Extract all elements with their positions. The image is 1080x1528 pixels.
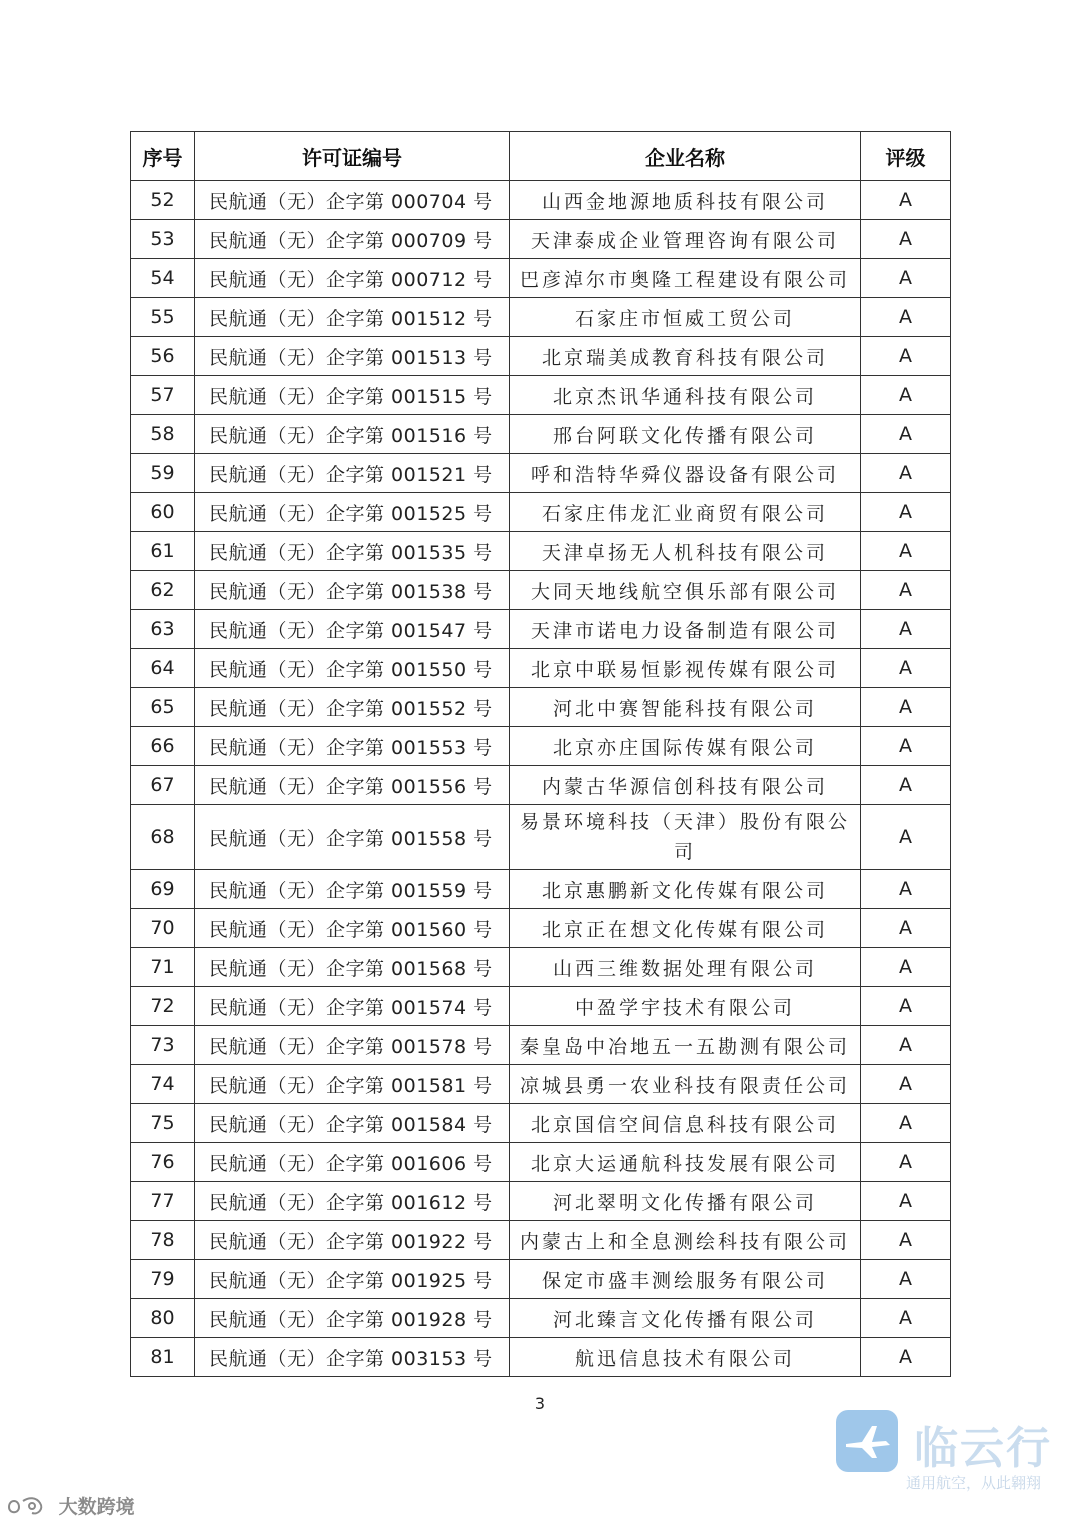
cell-index: 62 xyxy=(131,571,195,610)
cell-license-number: 民航通（无）企字第 001925 号 xyxy=(195,1260,510,1299)
cell-rating: A xyxy=(861,727,951,766)
cell-company-name: 山西三维数据处理有限公司 xyxy=(510,948,861,987)
cell-rating: A xyxy=(861,1182,951,1221)
cell-rating: A xyxy=(861,610,951,649)
logo-badge xyxy=(836,1410,898,1472)
cell-index: 61 xyxy=(131,532,195,571)
cell-license-number: 民航通（无）企字第 001515 号 xyxy=(195,376,510,415)
cell-company-name: 北京国信空间信息科技有限公司 xyxy=(510,1104,861,1143)
cell-rating: A xyxy=(861,1299,951,1338)
table-row xyxy=(131,415,951,454)
table-row xyxy=(131,220,951,259)
cell-rating: A xyxy=(861,987,951,1026)
cell-index: 75 xyxy=(131,1104,195,1143)
cell-rating: A xyxy=(861,415,951,454)
table-row xyxy=(131,727,951,766)
cell-index: 58 xyxy=(131,415,195,454)
cell-license-number: 民航通（无）企字第 001550 号 xyxy=(195,649,510,688)
table-row xyxy=(131,987,951,1026)
cell-index: 81 xyxy=(131,1338,195,1377)
cell-license-number: 民航通（无）企字第 001535 号 xyxy=(195,532,510,571)
cell-company-name: 北京大运通航科技发展有限公司 xyxy=(510,1143,861,1182)
cell-company-name: 河北翠明文化传播有限公司 xyxy=(510,1182,861,1221)
cell-index: 53 xyxy=(131,220,195,259)
cell-license-number: 民航通（无）企字第 001922 号 xyxy=(195,1221,510,1260)
table-row xyxy=(131,337,951,376)
table-row xyxy=(131,1104,951,1143)
cell-rating: A xyxy=(861,805,951,870)
cell-company-name: 北京亦庄国际传媒有限公司 xyxy=(510,727,861,766)
table-row xyxy=(131,1026,951,1065)
header-index: 序号 xyxy=(131,132,195,181)
cell-license-number: 民航通（无）企字第 001513 号 xyxy=(195,337,510,376)
table-row xyxy=(131,870,951,909)
cell-license-number: 民航通（无）企字第 001568 号 xyxy=(195,948,510,987)
watermark-text: 大数跨境 xyxy=(58,1496,135,1518)
table-row xyxy=(131,909,951,948)
cell-index: 78 xyxy=(131,1221,195,1260)
table-row xyxy=(131,688,951,727)
cell-index: 65 xyxy=(131,688,195,727)
cell-rating: A xyxy=(861,1104,951,1143)
cell-company-name: 石家庄市恒威工贸公司 xyxy=(510,298,861,337)
cell-company-name: 天津泰成企业管理咨询有限公司 xyxy=(510,220,861,259)
watermark xyxy=(6,1492,135,1522)
cell-index: 57 xyxy=(131,376,195,415)
cell-license-number: 民航通（无）企字第 001584 号 xyxy=(195,1104,510,1143)
cell-index: 71 xyxy=(131,948,195,987)
cell-rating: A xyxy=(861,181,951,220)
cell-rating: A xyxy=(861,948,951,987)
cell-license-number: 民航通（无）企字第 003153 号 xyxy=(195,1338,510,1377)
cell-company-name: 保定市盛丰测绘服务有限公司 xyxy=(510,1260,861,1299)
cell-license-number: 民航通（无）企字第 001556 号 xyxy=(195,766,510,805)
cell-company-name: 凉城县勇一农业科技有限责任公司 xyxy=(510,1065,861,1104)
cell-company-name: 呼和浩特华舜仪器设备有限公司 xyxy=(510,454,861,493)
cell-index: 66 xyxy=(131,727,195,766)
cell-index: 54 xyxy=(131,259,195,298)
cell-company-name: 内蒙古华源信创科技有限公司 xyxy=(510,766,861,805)
table-row xyxy=(131,1143,951,1182)
cell-rating: A xyxy=(861,376,951,415)
table-row xyxy=(131,1260,951,1299)
cell-company-name: 北京正在想文化传媒有限公司 xyxy=(510,909,861,948)
cell-license-number: 民航通（无）企字第 001606 号 xyxy=(195,1143,510,1182)
cell-license-number: 民航通（无）企字第 001578 号 xyxy=(195,1026,510,1065)
logo-brand-text: 临云行 xyxy=(914,1423,1052,1474)
cell-license-number: 民航通（无）企字第 001525 号 xyxy=(195,493,510,532)
table-row xyxy=(131,649,951,688)
cell-license-number: 民航通（无）企字第 001552 号 xyxy=(195,688,510,727)
table-row xyxy=(131,181,951,220)
cell-company-name: 巴彦淖尔市奥隆工程建设有限公司 xyxy=(510,259,861,298)
table-row xyxy=(131,948,951,987)
cell-index: 52 xyxy=(131,181,195,220)
cell-index: 79 xyxy=(131,1260,195,1299)
table-row xyxy=(131,1299,951,1338)
cell-index: 73 xyxy=(131,1026,195,1065)
table-row xyxy=(131,610,951,649)
cell-company-name: 中盈学宇技术有限公司 xyxy=(510,987,861,1026)
cell-index: 59 xyxy=(131,454,195,493)
cell-rating: A xyxy=(861,220,951,259)
cell-license-number: 民航通（无）企字第 000704 号 xyxy=(195,181,510,220)
table-row xyxy=(131,766,951,805)
cell-index: 70 xyxy=(131,909,195,948)
cell-license-number: 民航通（无）企字第 000709 号 xyxy=(195,220,510,259)
cell-index: 76 xyxy=(131,1143,195,1182)
brand-logo xyxy=(836,1410,1066,1496)
table-row xyxy=(131,1065,951,1104)
table-row xyxy=(131,376,951,415)
header-company-name: 企业名称 xyxy=(510,132,861,181)
cell-index: 55 xyxy=(131,298,195,337)
cell-index: 72 xyxy=(131,987,195,1026)
cell-rating: A xyxy=(861,649,951,688)
header-license-number: 许可证编号 xyxy=(195,132,510,181)
cell-rating: A xyxy=(861,1221,951,1260)
cell-rating: A xyxy=(861,532,951,571)
cell-license-number: 民航通（无）企字第 001558 号 xyxy=(195,805,510,870)
cell-rating: A xyxy=(861,337,951,376)
cell-index: 60 xyxy=(131,493,195,532)
cell-index: 77 xyxy=(131,1182,195,1221)
watermark-logo-icon xyxy=(6,1495,48,1517)
cell-company-name: 北京中联易恒影视传媒有限公司 xyxy=(510,649,861,688)
cell-index: 68 xyxy=(131,805,195,870)
cell-rating: A xyxy=(861,1065,951,1104)
cell-license-number: 民航通（无）企字第 001516 号 xyxy=(195,415,510,454)
cell-license-number: 民航通（无）企字第 001553 号 xyxy=(195,727,510,766)
cell-company-name: 北京瑞美成教育科技有限公司 xyxy=(510,337,861,376)
cell-index: 80 xyxy=(131,1299,195,1338)
cell-rating: A xyxy=(861,571,951,610)
cell-license-number: 民航通（无）企字第 001512 号 xyxy=(195,298,510,337)
cell-license-number: 民航通（无）企字第 001559 号 xyxy=(195,870,510,909)
cell-index: 74 xyxy=(131,1065,195,1104)
cell-license-number: 民航通（无）企字第 001574 号 xyxy=(195,987,510,1026)
cell-index: 69 xyxy=(131,870,195,909)
table-row xyxy=(131,532,951,571)
cell-rating: A xyxy=(861,493,951,532)
table-row xyxy=(131,805,951,870)
table-row xyxy=(131,1182,951,1221)
cell-company-name: 航迅信息技术有限公司 xyxy=(510,1338,861,1377)
cell-rating: A xyxy=(861,1026,951,1065)
cell-rating: A xyxy=(861,766,951,805)
table-row xyxy=(131,493,951,532)
table-row xyxy=(131,259,951,298)
cell-company-name: 河北臻言文化传播有限公司 xyxy=(510,1299,861,1338)
header-rating: 评级 xyxy=(861,132,951,181)
cell-index: 63 xyxy=(131,610,195,649)
cell-license-number: 民航通（无）企字第 001538 号 xyxy=(195,571,510,610)
table-row xyxy=(131,1338,951,1377)
cell-company-name: 北京惠鹏新文化传媒有限公司 xyxy=(510,870,861,909)
table-row xyxy=(131,1221,951,1260)
cell-company-name: 河北中赛智能科技有限公司 xyxy=(510,688,861,727)
permit-rating-table xyxy=(130,131,951,1377)
cell-index: 67 xyxy=(131,766,195,805)
cell-company-name: 北京杰讯华通科技有限公司 xyxy=(510,376,861,415)
cell-rating: A xyxy=(861,1338,951,1377)
cell-rating: A xyxy=(861,870,951,909)
cell-license-number: 民航通（无）企字第 001612 号 xyxy=(195,1182,510,1221)
cell-rating: A xyxy=(861,454,951,493)
cell-index: 56 xyxy=(131,337,195,376)
cell-company-name: 邢台阿联文化传播有限公司 xyxy=(510,415,861,454)
cell-rating: A xyxy=(861,909,951,948)
cell-company-name: 大同天地线航空俱乐部有限公司 xyxy=(510,571,861,610)
cell-company-name: 天津市诺电力设备制造有限公司 xyxy=(510,610,861,649)
cell-company-name: 秦皇岛中冶地五一五勘测有限公司 xyxy=(510,1026,861,1065)
cell-company-name: 易景环境科技（天津）股份有限公司 xyxy=(510,805,861,870)
cell-rating: A xyxy=(861,1143,951,1182)
table-row xyxy=(131,298,951,337)
cell-rating: A xyxy=(861,1260,951,1299)
cell-license-number: 民航通（无）企字第 001581 号 xyxy=(195,1065,510,1104)
table-row xyxy=(131,454,951,493)
airplane-icon xyxy=(842,1420,892,1462)
page-number: 3 xyxy=(534,1394,546,1413)
cell-company-name: 山西金地源地质科技有限公司 xyxy=(510,181,861,220)
logo-slogan: 通用航空，从此翱翔 xyxy=(906,1474,1042,1492)
table-header-row xyxy=(131,132,951,181)
cell-license-number: 民航通（无）企字第 000712 号 xyxy=(195,259,510,298)
cell-company-name: 天津卓扬无人机科技有限公司 xyxy=(510,532,861,571)
cell-rating: A xyxy=(861,298,951,337)
cell-license-number: 民航通（无）企字第 001928 号 xyxy=(195,1299,510,1338)
table-row xyxy=(131,571,951,610)
cell-company-name: 内蒙古上和全息测绘科技有限公司 xyxy=(510,1221,861,1260)
cell-license-number: 民航通（无）企字第 001521 号 xyxy=(195,454,510,493)
cell-license-number: 民航通（无）企字第 001547 号 xyxy=(195,610,510,649)
cell-license-number: 民航通（无）企字第 001560 号 xyxy=(195,909,510,948)
cell-index: 64 xyxy=(131,649,195,688)
cell-rating: A xyxy=(861,688,951,727)
cell-company-name: 石家庄伟龙汇业商贸有限公司 xyxy=(510,493,861,532)
cell-rating: A xyxy=(861,259,951,298)
